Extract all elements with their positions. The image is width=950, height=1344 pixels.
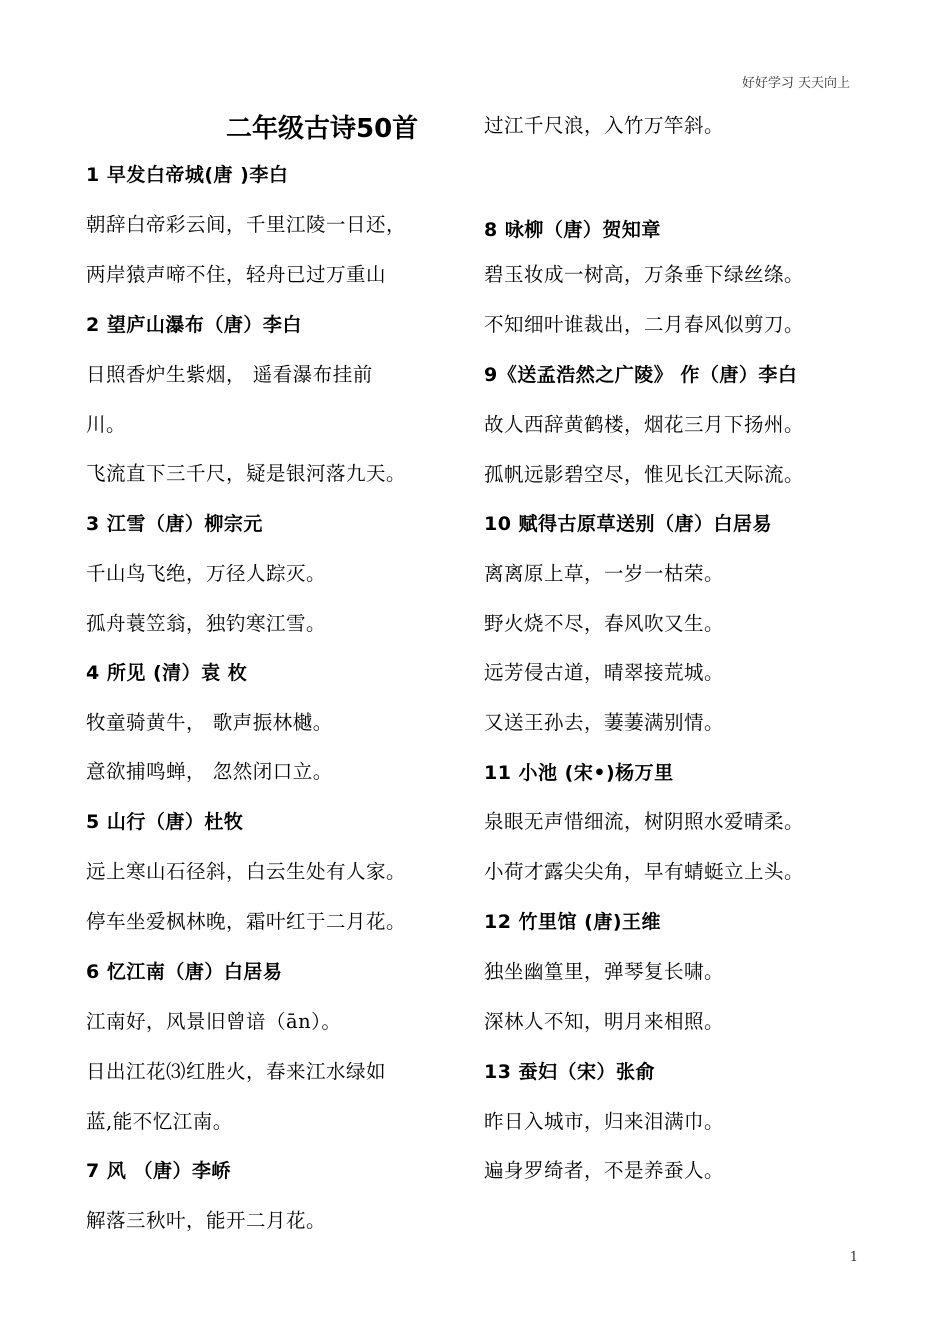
poem-line: 遍身罗绮者，不是养蚕人。 [484,1159,725,1182]
poem-line: 过江千尺浪，入竹万竿斜。 [484,114,725,137]
poem-heading: 2 望庐山瀑布（唐）李白 [86,314,302,336]
poem-line: 千山鸟飞绝，万径人踪灭。 [86,562,327,585]
poem-line: 远芳侵古道，晴翠接荒城。 [484,661,725,684]
poem-line: 川。 [86,413,127,436]
document-title: 二年级古诗50首 [226,114,419,144]
poem-line: 深林人不知，明月来相照。 [484,1010,725,1033]
poem-line: 野火烧不尽，春风吹又生。 [484,612,725,635]
poem-line: 两岸猿声啼不住，轻舟已过万重山 [86,263,387,286]
poem-line: 飞流直下三千尺，疑是银河落九天。 [86,462,407,485]
poem-line: 停车坐爱枫林晚，霜叶红于二月花。 [86,910,407,933]
poem-heading: 3 江雪（唐）柳宗元 [86,513,263,535]
poem-heading: 4 所见 (清）袁 枚 [86,662,248,684]
page-number: 1 [849,1250,858,1265]
poem-line: 日照香炉生紫烟， 遥看瀑布挂前 [86,363,373,386]
poem-heading: 13 蚕妇（宋）张俞 [484,1061,656,1083]
poem-line: 解落三秋叶，能开二月花。 [86,1209,327,1232]
poem-line: 独坐幽篁里，弹琴复长啸。 [484,960,725,983]
poem-heading: 8 咏柳（唐）贺知章 [484,219,661,241]
poem-line: 意欲捕鸣蝉， 忽然闭口立。 [86,760,333,783]
poem-heading: 5 山行（唐）杜牧 [86,811,244,833]
poem-heading: 1 早发白帝城(唐 )李白 [86,164,289,186]
poem-heading: 12 竹里馆 (唐)王维 [484,911,662,933]
page-header: 好好学习 天天向上 [741,76,850,91]
poem-heading: 10 赋得古原草送别（唐）白居易 [484,513,773,535]
poem-line: 故人西辞黄鹤楼，烟花三月下扬州。 [484,413,805,436]
poem-line: 离离原上草，一岁一枯荣。 [484,562,725,585]
poem-heading: 6 忆江南（唐）白居易 [86,961,283,983]
poem-line: 小荷才露尖尖角，早有蜻蜓立上头。 [484,860,805,883]
poem-line: 泉眼无声惜细流，树阴照水爱晴柔。 [484,810,805,833]
poem-line: 孤舟蓑笠翁，独钓寒江雪。 [86,612,327,635]
poem-heading: 7 风 （唐）李峤 [86,1160,231,1182]
poem-line: 不知细叶谁裁出，二月春风似剪刀。 [484,313,805,336]
poem-line: 远上寒山石径斜，白云生处有人家。 [86,860,407,883]
poem-line: 又送王孙去，萋萋满别情。 [484,711,725,734]
poem-line: 牧童骑黄牛， 歌声振林樾。 [86,711,333,734]
poem-heading: 11 小池 (宋•)杨万里 [484,762,674,784]
poem-line: 蓝,能不忆江南。 [86,1110,233,1133]
poem-line: 日出江花⑶红胜火，春来江水绿如 [86,1060,387,1083]
poem-line: 碧玉妆成一树高，万条垂下绿丝绦。 [484,263,805,286]
poem-line: 江南好，风景旧曾谙（ān）。 [86,1010,342,1033]
poem-line: 朝辞白帝彩云间，千里江陵一日还， [86,213,407,236]
poem-heading: 9《送孟浩然之广陵》 作（唐）李白 [484,364,798,386]
poem-line: 孤帆远影碧空尽，惟见长江天际流。 [484,463,805,486]
poem-line: 昨日入城市，归来泪满巾。 [484,1110,725,1133]
